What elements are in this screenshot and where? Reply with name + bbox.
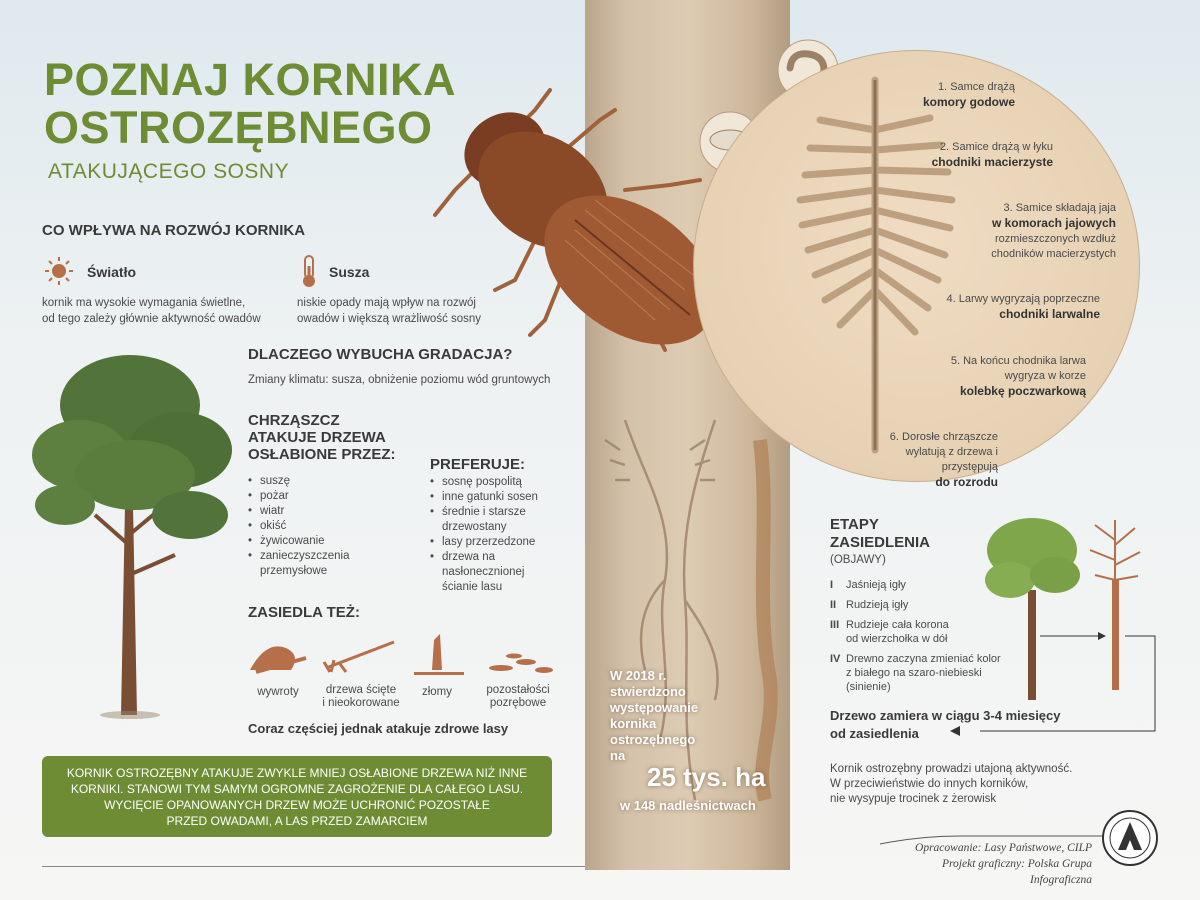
prefers-heading: PREFERUJE: [430, 456, 526, 473]
page-title: POZNAJ KORNIKA OSTROZĘBNEGO [44, 54, 457, 153]
healthy-tree-icon [985, 518, 1080, 700]
stats-area: 25 tys. ha [647, 762, 766, 792]
weakened-heading: CHRZĄSZCZ ATAKUJE DRZEWA OSŁABIONE PRZEZ: [248, 412, 396, 463]
stage-3: III Rudzieje cała korona od wierzchołka w dół [830, 619, 949, 645]
slash-icon [489, 654, 553, 674]
settle-label: drzewa ścięte i nieokorowane [322, 684, 400, 709]
list-item: • okiść [248, 519, 388, 534]
list-item: • średnie i starsze drzewostany [430, 505, 550, 535]
felled-tree-icon [324, 642, 394, 672]
step-1: 1. Samce drążą komory godowe [922, 81, 1015, 109]
drought-text: niskie opady mają wpływ na rozwój owadów i większą wrażliwość sosny [297, 297, 482, 325]
dead-tree-icon [1090, 520, 1140, 690]
outbreak-text: Zmiany klimatu: susza, obniżenie poziomu wód gruntowych [248, 374, 551, 386]
settle-label: wywroty [257, 686, 299, 698]
stats-text: W 2018 r. stwierdzono występowanie kornika ostrozębnego na [610, 668, 699, 763]
stage-4: IV Drewno zaczyna zmieniać kolor z białego na szaro-niebieski (sinienie) [830, 653, 1001, 693]
step-6: 6. Dorosłe chrząszcze wylatują z drzewa i przystępują do rozrodu [889, 431, 998, 489]
list-item: • inne gatunki sosen [430, 490, 550, 505]
step-2: 2. Samice drążą w łyku chodniki macierzyste [931, 141, 1053, 169]
settle-label: złomy [421, 686, 453, 698]
stage-1: I Jaśnieją igły [830, 579, 906, 591]
windthrow-icon [250, 646, 306, 672]
colonization-heading: ETAPY ZASIEDLENIA [830, 516, 931, 551]
gallery-system-illustration [780, 70, 980, 460]
list-item: • lasy przerzedzone [430, 535, 550, 550]
healthy-forests-note: Coraz częściej jednak atakuje zdrowe lasy [248, 721, 509, 736]
list-item: • wiatr [248, 504, 388, 519]
drought-title: Susza [329, 264, 370, 280]
divider [42, 866, 587, 867]
list-item: • zanieczyszczenia przemysłowe [248, 549, 388, 579]
stats-districts: w 148 nadleśnictwach [620, 798, 756, 813]
prefers-list [430, 475, 550, 595]
outbreak-heading: DLACZEGO WYBUCHA GRADACJA? [248, 346, 513, 363]
step-5: 5. Na końcu chodnika larwa wygryza w korze kolebkę poczwarkową [950, 355, 1086, 398]
credits: Opracowanie: Lasy Państwowe, CILP Projekt graficzny: Polska Grupa Infograficzna [915, 842, 1092, 886]
light-title: Światło [87, 264, 137, 280]
factors-heading: CO WPŁYWA NA ROZWÓJ KORNIKA [42, 222, 306, 239]
hidden-activity-note: Kornik ostrozębny prowadzi utajoną aktywność. W przeciwieństwie do innych korników, nie wysypuje trocinek z żerowisk [830, 763, 1073, 805]
light-text: kornik ma wysokie wymagania świetlne, od tego zależy głównie aktywność owadów [42, 297, 261, 325]
step-4: 4. Larwy wygryzają poprzeczne chodniki larwalne [946, 293, 1100, 321]
page-subtitle: ATAKUJĄCEGO SOSNY [48, 160, 290, 183]
list-item: • pożar [248, 489, 388, 504]
settle-label: pozostałości pozrębowe [486, 684, 550, 709]
thermometer-icon [298, 254, 320, 288]
list-item: • suszę [248, 474, 388, 489]
warning-box: KORNIK OSTROZĘBNY ATAKUJE ZWYKLE MNIEJ OSŁABIONE DRZEWA NIŻ INNE KORNIKI. STANOWI TYM SAMYM OGROMNE ZAGROŻENIE DLA CAŁEGO LASU. WYCIĘCIE OPANOWANYCH DRZEW MOŻE UCHRONIĆ POZOSTAŁE PRZED OWADAMI, A LAS PRZED ZAMARCIEM [42, 756, 552, 837]
stages-trees-illustration [980, 510, 1160, 740]
step-3: 3. Samice składają jaja w komorach jajowych rozmieszczonych wzdłuż chodników macierzystych [991, 202, 1116, 260]
death-note: Drzewo zamiera w ciągu 3-4 miesięcy od zasiedlenia [830, 708, 1061, 741]
settle-icons [246, 630, 556, 678]
pine-tree-illustration [25, 345, 235, 725]
list-item: • drzewa na nasłonecznionej ścianie lasu [430, 550, 550, 595]
sun-icon [44, 256, 74, 286]
list-item: • żywicowanie [248, 534, 388, 549]
colonization-sub: (OBJAWY) [830, 554, 886, 566]
weakened-list [248, 474, 388, 579]
also-settles-heading: ZASIEDLA TEŻ: [248, 604, 360, 621]
stage-2: II Rudzieją igły [830, 599, 909, 611]
lasy-panstwowe-logo [1100, 808, 1160, 868]
list-item: • sosnę pospolitą [430, 475, 550, 490]
snapped-tree-icon [414, 634, 464, 675]
